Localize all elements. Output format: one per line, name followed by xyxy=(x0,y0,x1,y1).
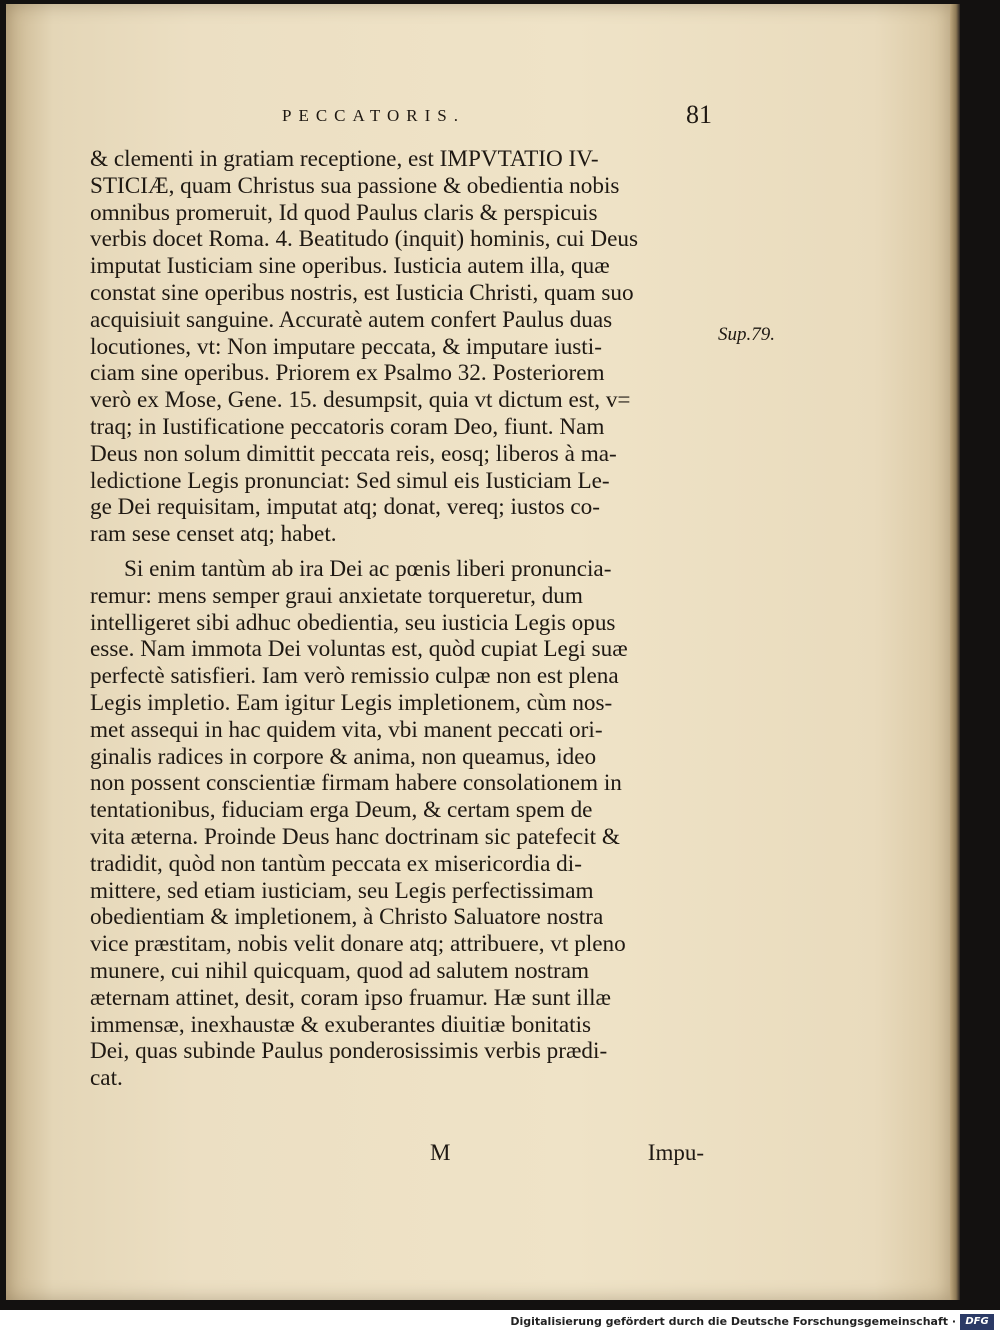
footer-credit: Digitalisierung gefördert durch die Deutsche Forschungsgemeinschaft · xyxy=(510,1315,956,1328)
text-line: vita æterna. Proinde Deus hanc doctrinam sic patefecit & xyxy=(90,823,620,850)
text-line: imputat Iusticiam sine operibus. Iusticia autem illa, quæ xyxy=(90,253,610,280)
text-line: obedientiam & impletionem, à Christo Saluatore nostra xyxy=(90,904,604,931)
text-line: & clementi in gratiam receptione, est IMPVTATIO IV- xyxy=(90,146,599,172)
text-line: verbis docet Roma. 4. Beatitudo (inquit) hominis, cui Deus xyxy=(90,226,639,253)
text-line: tradidit, quòd non tantùm peccata ex misericordia di- xyxy=(90,850,582,877)
text-line: acquisiuit sanguine. Accuratè autem confert Paulus duas xyxy=(90,306,613,333)
page-number: 81 xyxy=(686,100,712,129)
text-line: Deus non solum dimittit peccata reis, eosq; liberos à ma- xyxy=(90,440,617,467)
text-line: intelligeret sibi adhuc obedientia, seu iusticia Legis opus xyxy=(90,609,616,636)
text-line: Si enim tantùm ab ira Dei ac pœnis liberi pronuncia- xyxy=(124,555,612,582)
text-line: tentationibus, fiduciam erga Deum, & certam spem de xyxy=(90,797,593,824)
text-line: ram sese censet atq; habet. xyxy=(90,521,337,548)
signature-mark: M xyxy=(430,1140,451,1165)
catchline xyxy=(90,1140,710,1170)
text-line: cat. xyxy=(90,1065,123,1092)
text-line: ledictione Legis pronunciat: Sed simul eis Iusticiam Le- xyxy=(90,467,610,494)
text-line: remur: mens semper graui anxietate torqueretur, dum xyxy=(90,582,583,609)
running-head: PECCATORIS. xyxy=(282,106,465,125)
text-line: met assequi in hac quidem vita, vbi manent peccati ori- xyxy=(90,716,603,743)
text-line: ciam sine operibus. Priorem ex Psalmo 32. Posteriorem xyxy=(90,360,605,387)
page-edge xyxy=(950,4,960,1300)
text-line: mittere, sed etiam iusticiam, seu Legis perfectissimam xyxy=(90,877,594,904)
dfg-logo-icon: DFG xyxy=(960,1314,994,1330)
text-line: Legis impletio. Eam igitur Legis impletionem, cùm nos- xyxy=(90,689,613,716)
text-line: vice præstitam, nobis velit donare atq; attribuere, vt pleno xyxy=(90,931,626,958)
text-line: non possent conscientiæ firmam habere consolationem in xyxy=(90,770,622,797)
text-line: perfectè satisfieri. Iam verò remissio culpæ non est plena xyxy=(90,663,619,690)
text-line: immensæ, inexhaustæ & exuberantes diuitiæ bonitatis xyxy=(90,1011,592,1038)
text-line: traq; in Iustificatione peccatoris coram Deo, fiunt. Nam xyxy=(90,413,605,440)
page-header xyxy=(282,100,712,138)
text-line: ge Dei requisitam, imputat atq; donat, vereq; iustos co- xyxy=(90,494,601,521)
footer-bar xyxy=(0,1310,1000,1335)
text-line: locutiones, vt: Non imputare peccata, & imputare iusti- xyxy=(90,333,602,360)
text-line: esse. Nam immota Dei voluntas est, quòd cupiat Legi suæ xyxy=(90,636,628,663)
text-line: æternam attinet, desit, coram ipso fruamur. Hæ sunt illæ xyxy=(90,984,611,1011)
margin-note: Sup.79. xyxy=(718,324,775,345)
text-line: verò ex Mose, Gene. 15. desumpsit, quia vt dictum est, v= xyxy=(90,387,631,414)
body-text xyxy=(90,146,710,1092)
text-line: munere, cui nihil quicquam, quod ad salutem nostram xyxy=(90,957,590,984)
text-line: STICIÆ, quam Christus sua passione & obedientia nobis xyxy=(90,172,620,199)
text-line: ginalis radices in corpore & anima, non queamus, ideo xyxy=(90,743,597,770)
text-line: omnibus promeruit, Id quod Paulus claris & perspicuis xyxy=(90,199,598,226)
catchword: Impu- xyxy=(647,1140,704,1165)
paragraph-break xyxy=(90,548,710,556)
text-line: constat sine operibus nostris, est Iusticia Christi, quam suo xyxy=(90,279,634,306)
text-line: Dei, quas subinde Paulus ponderosissimis verbis prædi- xyxy=(90,1038,608,1065)
